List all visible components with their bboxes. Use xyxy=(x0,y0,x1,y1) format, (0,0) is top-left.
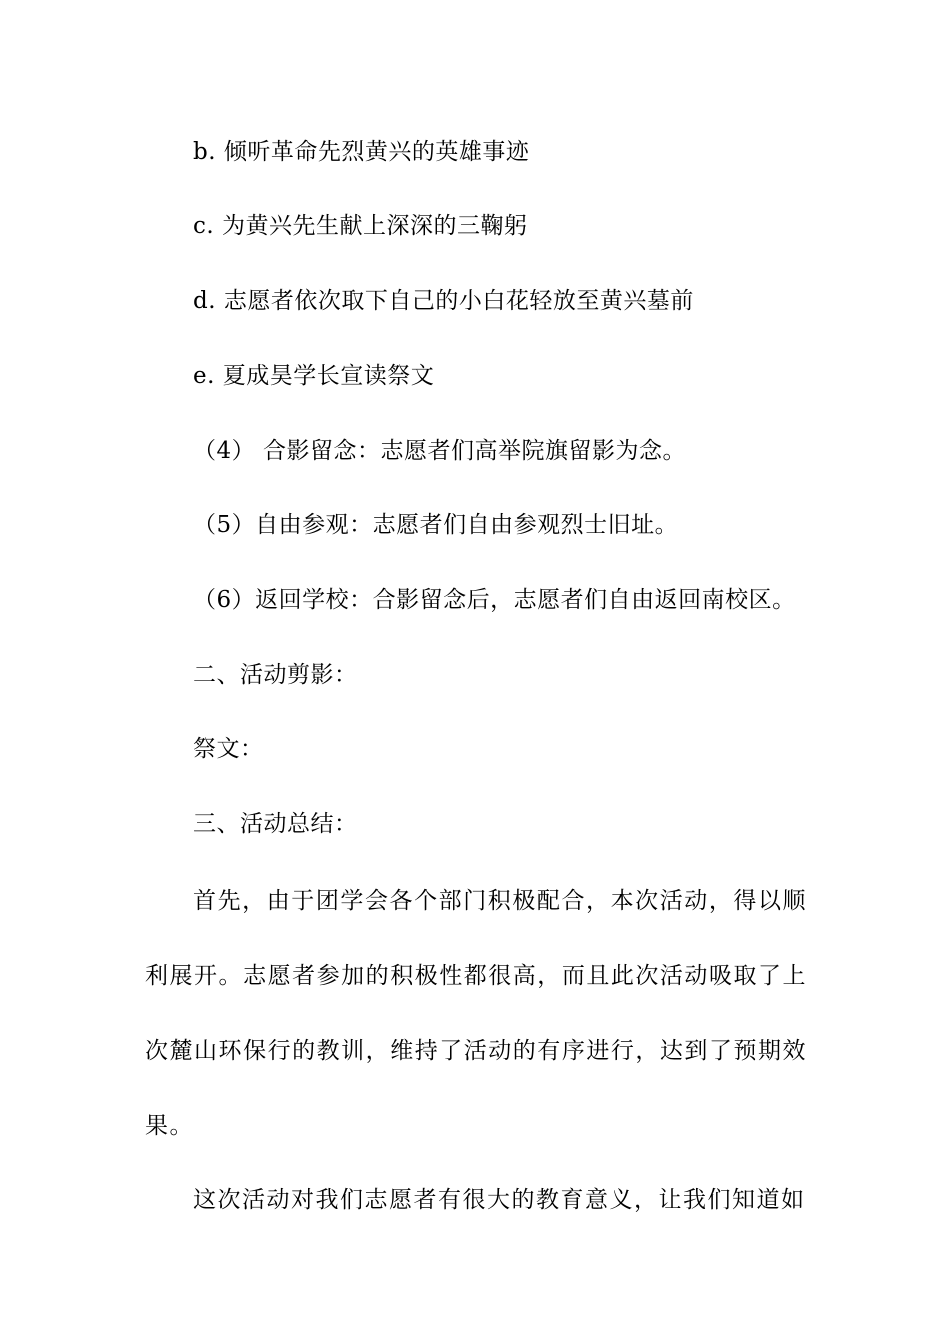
step-6: （6）返回学校：合影留念后，志愿者们自由返回南校区。 xyxy=(193,587,796,613)
step-5: （5）自由参观：志愿者们自由参观烈士旧址。 xyxy=(193,512,679,538)
item-b: b. 倾听革命先烈黄兴的英雄事迹 xyxy=(193,139,530,165)
step-4: （4） 合影留念：志愿者们高举院旗留影为念。 xyxy=(193,438,686,464)
eulogy-label: 祭文： xyxy=(193,736,264,762)
section-heading-2: 二、活动剪影： xyxy=(193,662,358,688)
summary-paragraph-2: 这次活动对我们志愿者有很大的教育意义，让我们知道如 xyxy=(193,1187,806,1213)
item-c: c. 为黄兴先生献上深深的三鞠躬 xyxy=(193,213,528,239)
item-e: e. 夏成昊学长宣读祭文 xyxy=(193,363,435,389)
summary-paragraph-1: 首先，由于团学会各个部门积极配合，本次活动，得以顺利展开。志愿者参加的积极性都很高，而且此次活动吸取了上次麓山环保行的教训，维持了活动的有序进行，达到了预期效果。 xyxy=(145,888,807,1139)
item-d: d. 志愿者依次取下自己的小白花轻放至黄兴墓前 xyxy=(193,288,694,314)
section-heading-3: 三、活动总结： xyxy=(193,811,358,837)
